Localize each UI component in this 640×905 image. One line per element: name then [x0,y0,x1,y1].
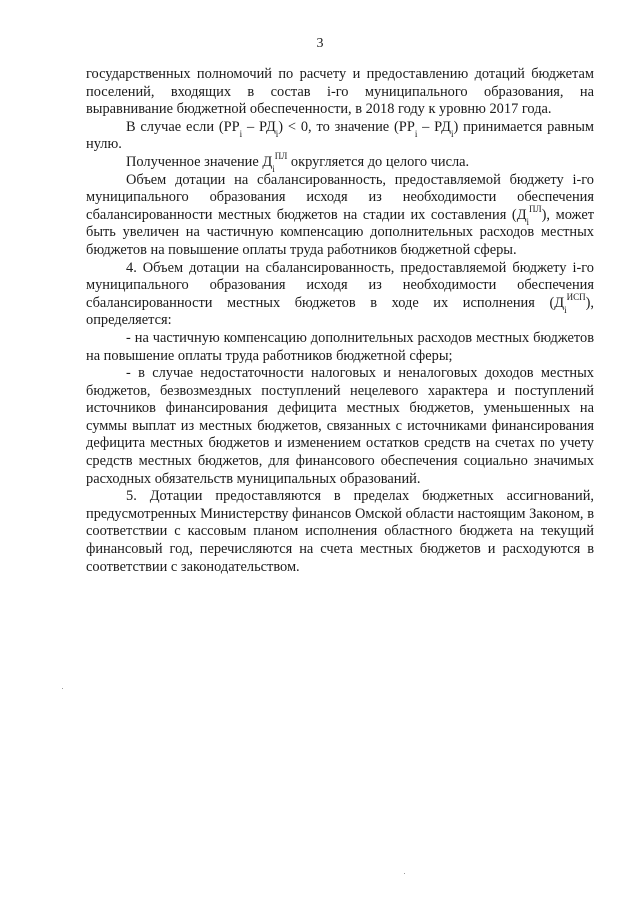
text-run: – РД [242,118,276,135]
paragraph-1: государственных полномочий по расчету и предоставлению дотаций бюджетам поселений, входящих в состав i-го муниципального образования, на выравнивание бюджетной обеспеченности, в 2018 году к уровню 2017 года. [86,66,594,118]
subscript: i [239,128,243,139]
scan-speck [62,688,63,689]
paragraph-6: - на частичную компенсацию дополнительных расходов местных бюджетов на повышение оплаты труда работников бюджетной сферы; [86,329,594,364]
subscript: i [272,163,275,174]
superscript: ИСП [566,291,586,302]
text-run: ) принимается равным нулю. [86,118,594,153]
subscript: i [275,128,279,139]
paragraph-5 [86,260,594,330]
text-run: ) < 0, то значение (РР [278,118,415,135]
superscript: ПЛ [274,151,288,162]
subscript: i [414,128,418,139]
text-run: Полученное значение Д [126,153,273,170]
subscript: i [564,304,567,315]
page-number: 3 [316,36,324,51]
text-run: 4. Объем дотации на сбалансированность, предоставляемой бюджету i-го муниципального образования исходя из необходимости обеспечения сбалансированности местных бюджетов в ходе их исполнения (Д [86,259,594,311]
paragraph-7: - в случае недостаточности налоговых и неналоговых доходов местных бюджетов, безвозмездных поступлений нецелевого характера и поступлений источников финансирования дефицита местных бюджетов, уменьшенных на суммы выплат из местных бюджетов, связанных с источниками финансирования дефицита местных бюджетов и изменением остатков средств на счетах по учету средств местных бюджетов, для финансового обеспечения социально значимых расходных обязательств муниципальных образований. [86,365,594,487]
text-run: Объем дотации на сбалансированность, предоставляемой бюджету i-го муниципального образования исходя из необходимости обеспечения сбалансированности местных бюджетов на стадии их составления (Д [86,171,594,223]
subscript: i [526,216,530,227]
paragraph-4 [86,172,594,260]
text-run: округляется до целого числа. [287,153,470,170]
scan-speck [404,873,405,874]
text-run: ), определяется: [86,294,594,329]
paragraph-3 [86,151,594,174]
subscript: i [450,128,454,139]
paragraph-2 [86,119,594,154]
superscript: ПЛ [529,203,542,214]
text-run: – РД [417,118,451,135]
document-body [86,66,594,576]
paragraph-8: 5. Дотации предоставляются в пределах бюджетных ассигнований, предусмотренных Министерству финансов Омской области настоящим Законом, в соответствии с кассовым планом исполнения областного бюджета на текущий финансовый год, перечисляются на счета местных бюджетов и расходуются в соответствии с законодательством. [86,488,594,575]
text-run: В случае если (РР [126,118,240,135]
text-run: ), может быть увеличен на частичную компенсацию дополнительных расходов местных бюджетов на повышение оплаты труда работников бюджетной сферы. [86,206,594,258]
